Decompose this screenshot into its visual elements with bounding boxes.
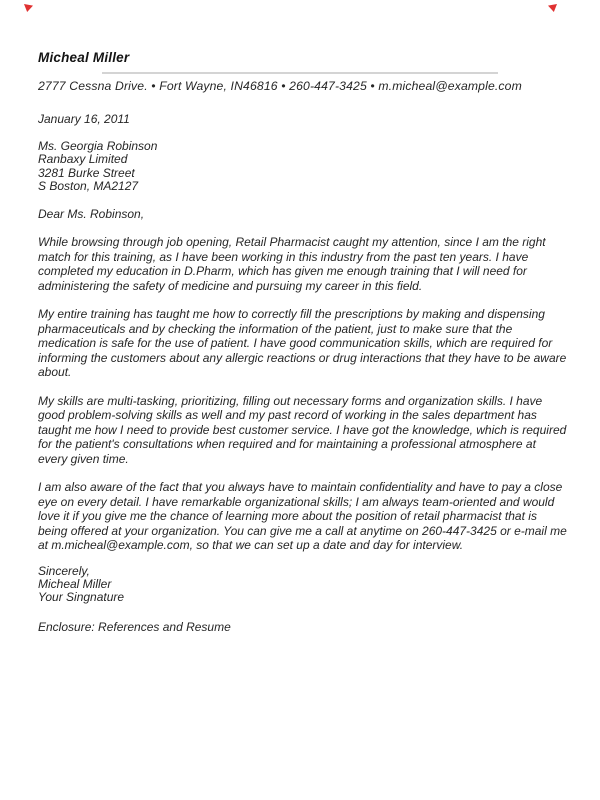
- body-paragraph-3: My skills are multi-tasking, prioritizing, filling out necessary forms and organization skills. I have good problem-solving skills as well and my past record of working in the sales department has taught me how I need to provide best customer service. I have got the knowledge, which is required for the patient's consultations when required and for maintaining a professional atmosphere at every given time.: [38, 393, 567, 466]
- red-corner-mark-left-icon: [24, 4, 33, 12]
- sender-contact-line: 2777 Cessna Drive. • Fort Wayne, IN46816 • 260-447-3425 • m.micheal@example.com: [38, 79, 522, 93]
- body-paragraph-2: My entire training has taught me how to correctly fill the prescriptions by making and dispensing pharmaceuticals and by checking the information of the patient, just to make sure that the medication is safe for the use of patient. I have good communication skills, which are required for informing the customers about any allergic reactions or drug interactions that they have to be aware about.: [38, 307, 567, 380]
- cover-letter: [38, 50, 568, 634]
- recipient-street: 3281 Burke Street: [38, 165, 135, 180]
- closing-valediction: Sincerely,: [38, 563, 90, 578]
- closing-signature-placeholder: Your Singnature: [38, 590, 125, 605]
- salutation: Dear Ms. Robinson,: [38, 206, 145, 221]
- closing-block: [38, 565, 568, 605]
- body-paragraph-4: I am also aware of the fact that you always have to maintain confidentiality and have to pay a close eye on every detail. I have remarkable organizational skills; I am always team-oriented and would love it if you give me the chance of learning more about the position of retail pharmacist that is being offered at your organization. You can give me a call at anytime on 260-447-3425 or e-mail me at m.micheal@example.com, so that we can set up a date and day for interview.: [38, 480, 567, 553]
- header-divider: [102, 72, 498, 74]
- body-paragraph-1: While browsing through job opening, Retail Pharmacist caught my attention, since I am the right match for this training, as I have been working in this industry from the past ten years. I have completed my education in D.Pharm, which has given me enough training that I will need for administering the safety of medicine and pursuing my career in this field.: [38, 235, 546, 293]
- recipient-address-block: [38, 140, 568, 194]
- closing-signature-name: Micheal Miller: [38, 577, 112, 592]
- recipient-company: Ranbaxy Limited: [38, 152, 128, 167]
- sender-name: Micheal Miller: [38, 50, 130, 65]
- enclosure-note: Enclosure: References and Resume: [38, 619, 231, 634]
- recipient-city: S Boston, MA2127: [38, 179, 139, 194]
- recipient-name: Ms. Georgia Robinson: [38, 139, 158, 153]
- letter-date: January 16, 2011: [38, 111, 130, 126]
- red-corner-mark-right-icon: [548, 4, 557, 12]
